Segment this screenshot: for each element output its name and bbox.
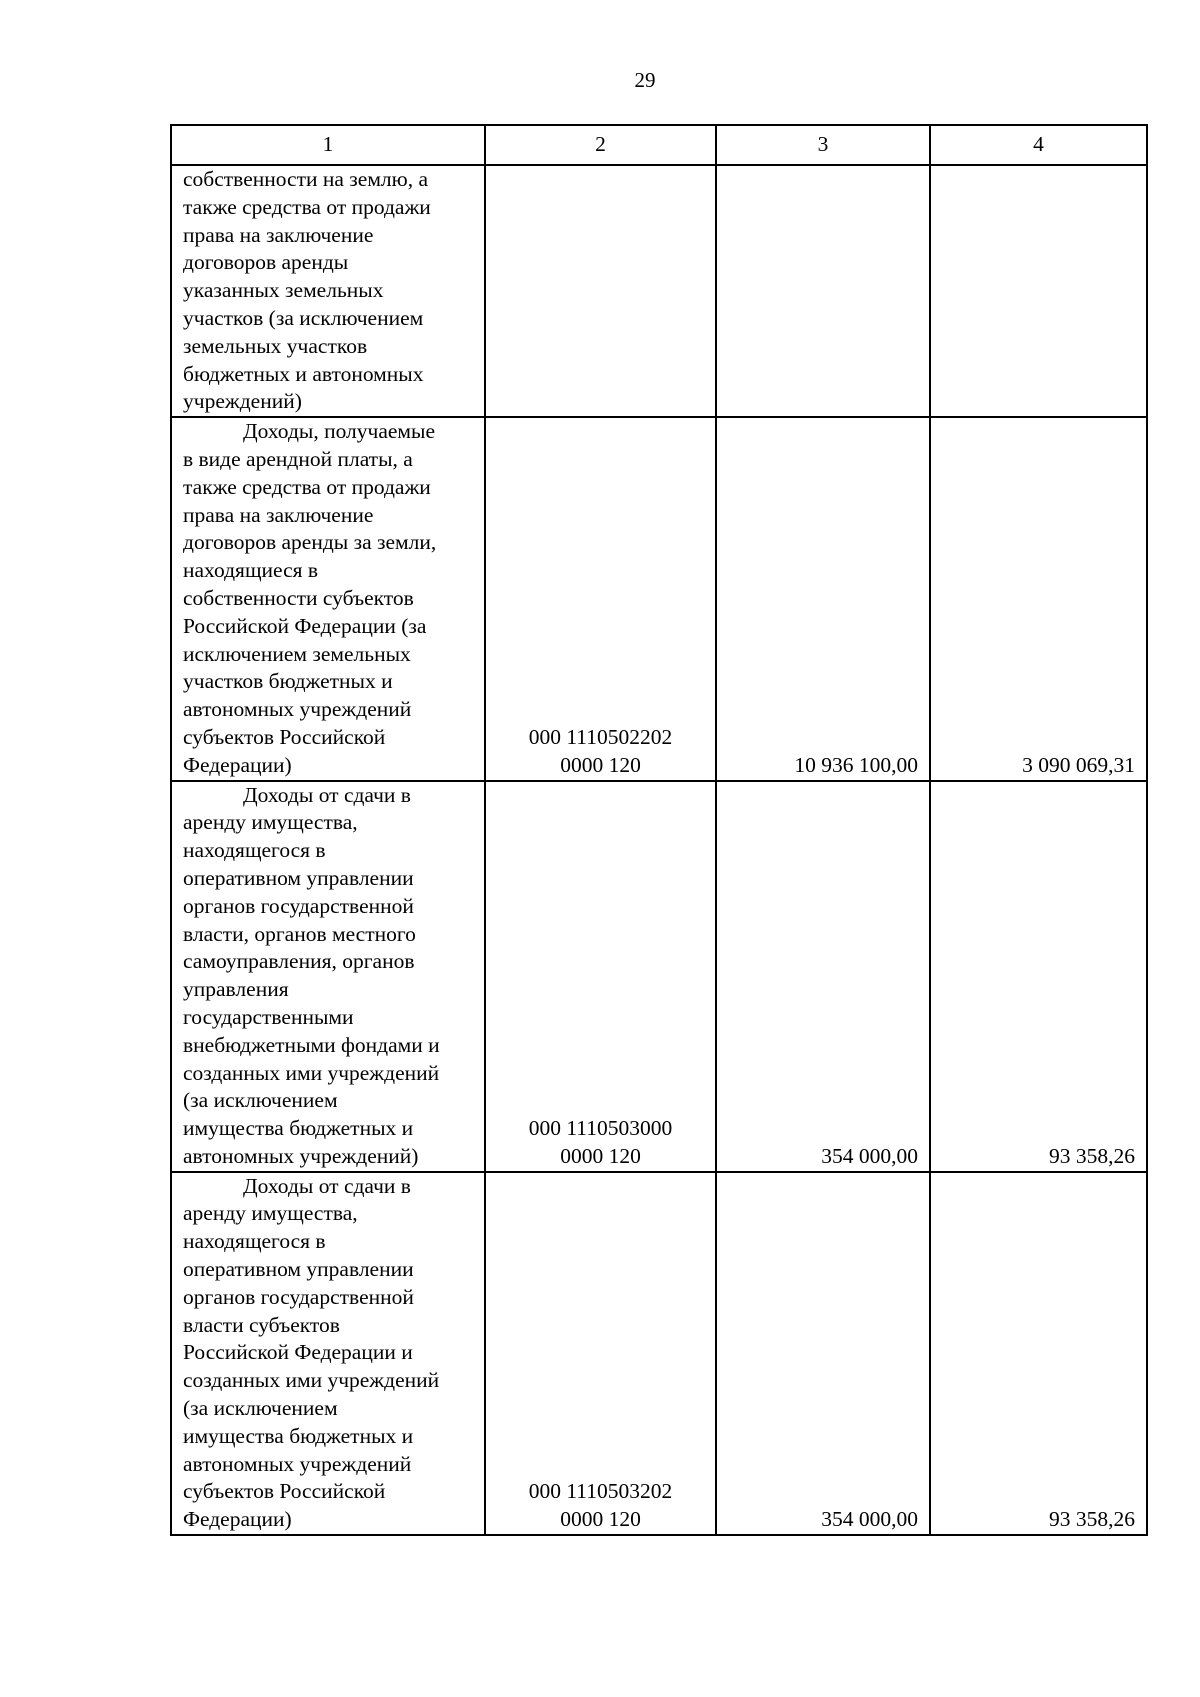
description-line: государственными	[183, 1004, 354, 1029]
description-line: договоров аренды	[183, 250, 349, 275]
code-line: 0000 120	[560, 1507, 641, 1532]
description-line: находящиеся в	[183, 558, 319, 583]
description-line: учреждений)	[183, 389, 302, 414]
description-line: собственности на землю, а	[183, 167, 429, 191]
description-line: власти субъектов	[183, 1312, 340, 1337]
table-header-row	[171, 125, 1147, 165]
row-code	[485, 1172, 716, 1535]
description-line: исключением земельных	[183, 641, 411, 666]
code-line: 000 1110503000	[528, 1116, 673, 1141]
row-executed-amount	[930, 165, 1147, 417]
description-line: созданных ими учреждений	[183, 1368, 440, 1393]
description-line: автономных учреждений	[183, 1451, 412, 1476]
description-line: также средства от продажи	[183, 194, 431, 219]
description-line: права на заключение	[183, 502, 374, 527]
description-line: управления	[183, 977, 289, 1002]
description-line: внебюджетными фондами и	[183, 1032, 440, 1057]
table-row	[171, 165, 1147, 417]
description-line: субъектов Российской	[183, 1479, 386, 1504]
row-description	[171, 781, 485, 1172]
description-line: также средства от продажи	[183, 474, 431, 499]
description-line: Доходы от сдачи в	[243, 782, 411, 807]
row-description	[171, 1172, 485, 1535]
row-planned-amount	[716, 165, 930, 417]
description-line: оперативном управлении	[183, 1257, 414, 1282]
row-planned-amount: 354 000,00	[716, 1172, 930, 1535]
description-line: Федерации)	[183, 1507, 292, 1532]
description-line: участков бюджетных и	[183, 669, 393, 694]
description-line: земельных участков	[183, 333, 368, 358]
code-line: 000 1110502202	[528, 724, 673, 749]
description-line: оперативном управлении	[183, 865, 414, 890]
description-line: указанных земельных	[183, 278, 384, 303]
row-executed-amount: 93 358,26	[930, 1172, 1147, 1535]
description-line: (за исключением	[183, 1396, 338, 1421]
description-line: субъектов Российской	[183, 724, 386, 749]
column-header-2: 2	[485, 125, 716, 165]
column-header-1: 1	[171, 125, 485, 165]
page-number: 29	[634, 68, 656, 92]
description-line: договоров аренды за земли,	[183, 530, 437, 555]
description-line: аренду имущества,	[183, 1201, 358, 1226]
column-header-4: 4	[930, 125, 1147, 165]
description-line: аренду имущества,	[183, 810, 358, 835]
description-line: созданных ими учреждений	[183, 1060, 440, 1085]
code-line: 0000 120	[560, 1143, 641, 1168]
row-planned-amount: 10 936 100,00	[716, 417, 930, 780]
description-line: Доходы от сдачи в	[243, 1173, 411, 1198]
description-line: имущества бюджетных и	[183, 1116, 414, 1141]
revenue-table	[170, 124, 1148, 1536]
row-code	[485, 781, 716, 1172]
description-line: находящегося в	[183, 1229, 326, 1254]
table-row	[171, 417, 1147, 780]
row-executed-amount: 3 090 069,31	[930, 417, 1147, 780]
description-line: (за исключением	[183, 1088, 338, 1113]
description-line: собственности субъектов	[183, 585, 414, 610]
row-description	[171, 165, 485, 417]
row-executed-amount: 93 358,26	[930, 781, 1147, 1172]
description-line: в виде арендной платы, а	[183, 446, 413, 471]
description-line: самоуправления, органов	[183, 949, 415, 974]
description-line: органов государственной	[183, 1284, 414, 1309]
row-description	[171, 417, 485, 780]
description-line: автономных учреждений)	[183, 1143, 419, 1168]
description-line: Федерации)	[183, 752, 292, 777]
description-line: Российской Федерации (за	[183, 613, 427, 638]
description-line: власти, органов местного	[183, 921, 416, 946]
table-row	[171, 1172, 1147, 1535]
description-line: автономных учреждений	[183, 697, 412, 722]
description-line: Доходы, получаемые	[243, 419, 436, 444]
column-header-3: 3	[716, 125, 930, 165]
description-line: находящегося в	[183, 838, 326, 863]
row-code	[485, 417, 716, 780]
description-line: имущества бюджетных и	[183, 1423, 414, 1448]
row-planned-amount: 354 000,00	[716, 781, 930, 1172]
description-line: бюджетных и автономных	[183, 361, 424, 386]
code-line: 000 1110503202	[528, 1479, 673, 1504]
table-row	[171, 781, 1147, 1172]
row-code	[485, 165, 716, 417]
description-line: органов государственной	[183, 893, 414, 918]
description-line: участков (за исключением	[183, 305, 424, 330]
description-line: Российской Федерации и	[183, 1340, 413, 1365]
code-line: 0000 120	[560, 752, 641, 777]
description-line: права на заключение	[183, 222, 374, 247]
